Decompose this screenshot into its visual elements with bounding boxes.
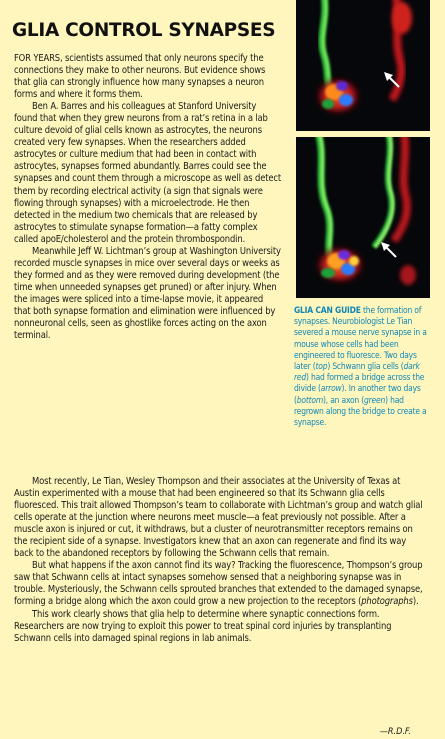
micrograph-bottom: [296, 137, 430, 298]
author-signature: —R.D.F.: [379, 727, 411, 737]
body-wide: [14, 476, 426, 645]
paragraph-4: Most recently, Le Tian, Wesley Thompson and their associates at the University of Texas at Austin experimented with a mouse that had been engineered so that its Schwann glia cells fluoresced. This trait allowed Thompson’s team to collaborate with Lichtman’s group and watch glial cells operate at the junction where neurons meet muscle—a feat previously not possible. After a muscle axon is injured or cut, it withdraws, but a cluster of neurotransmitter receptors remains on the recipient side of a synapse. Investigators knew that an axon can regenerate and find its way back to the abandoned receptors by following the Schwann cells that remain.: [14, 476, 423, 560]
paragraph-3: Meanwhile Jeff W. Lichtman’s group at Washington University recorded muscle synapses in mice over several days or weeks as they formed and as they were removed during development (the time when unneeded synapses get pruned) or after injury. When the images were spliced into a time-lapse movie, it appeared that both synapse formation and elimination were influenced by nonneuronal cells, seen as ghostlike forces acting on the axon terminal.: [14, 245, 281, 342]
page-title: GLIA CONTROL SYNAPSES: [12, 20, 276, 41]
body-column: [14, 53, 282, 342]
paragraph-1: FOR YEARS, scientists assumed that only neurons specify the connections they make to other neurons. But evidence shows that glia can strongly influence how many synapses a neuron forms and where it forms them.: [14, 53, 266, 101]
paragraph-6: This work clearly shows that glia help to determine where synaptic connections form. Researchers are now trying to exploit this power to treat spinal cord injuries by transplanting Schwann cells into damaged spinal regions in lab animals.: [14, 608, 392, 644]
lead-in: FOR YEARS,: [14, 53, 63, 64]
paragraph-5: But what happens if the axon cannot find its way? Tracking the fluorescence, Thompson’s group saw that Schwann cells at intact synapses somehow sensed that a neighboring synapse was in trouble. Mysteriously, the Schwann cells sprouted branches that extended to the damaged synapse, forming a bridge along which the axon could grow a new projection to the receptors (photographs).: [14, 560, 423, 608]
paragraph-2: Ben A. Barres and his colleagues at Stanford University found that when they grew neurons from a rat’s retina in a lab culture devoid of glial cells known as astrocytes, the neurons created very few synapses. When the researchers added astrocytes or culture medium that had been in contact with astrocytes, synapses formed abundantly. Barres could see the synapses and count them through a microscope as well as detect them by recording electrical activity (a sign that signals were flowing through synapses) with a microelectrode. He then detected in the medium two chemicals that are released by astrocytes to stimulate synapse formation—a fatty complex called apoE/cholesterol and the protein thrombospondin.: [14, 101, 282, 245]
figure-caption: GLIA CAN GUIDE the formation of synapses. Neurobiologist Le Tian severed a mouse nerve synapse in a mouse whose cells had been engineered to fluoresce. Two days later (top) Schwann glia cells (dark red) had formed a bridge across the divide (arrow). In another two days (bottom), an axon (green) had regrown along the bridge to create a synapse.: [294, 305, 427, 428]
micrograph-top: [296, 0, 430, 131]
